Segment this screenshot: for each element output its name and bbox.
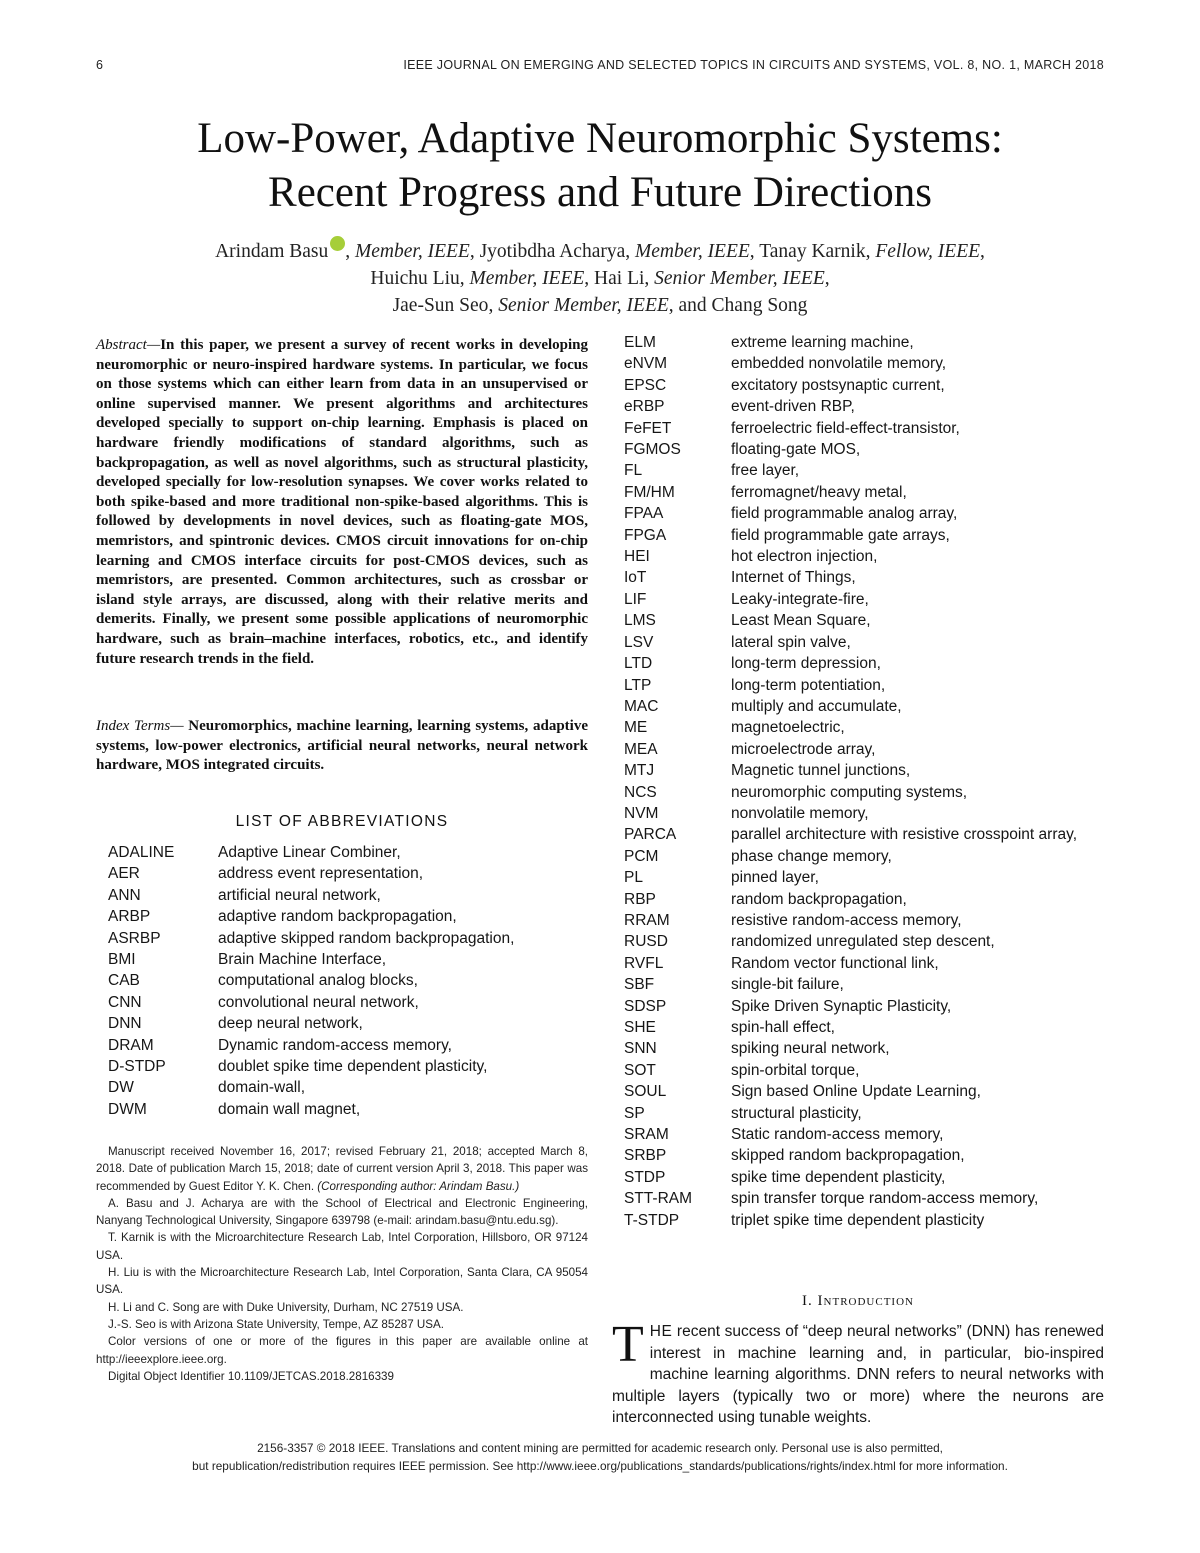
introduction-text: recent success of “deep neural networks” (DNN) has renewed interest in machine learning and, in particular, bio-inspired machine learning algorithms. DNN refers to neural networks with multiple layers (typically two or more) where the neurons are interconnected using tunable weights. — [612, 1323, 1104, 1426]
author-line-1: Arindam Basu , Member, IEEE, Jyotibdha Acharya, Member, IEEE, Tanay Karnik, Fellow, IEEE, — [60, 236, 1140, 265]
abbreviation-term: DNN — [108, 1015, 142, 1033]
abbreviation-term: ARBP — [108, 908, 151, 926]
abbreviation-term: SOUL — [624, 1083, 667, 1101]
abbreviation-row — [624, 953, 1104, 974]
abbreviation-term: SRAM — [624, 1126, 669, 1144]
abbreviation-term: FM/HM — [624, 483, 675, 501]
abbreviation-term: FL — [624, 462, 643, 480]
abbreviation-term: AER — [108, 865, 140, 883]
abbreviation-definition: doublet spike time dependent plasticity, — [218, 1058, 488, 1076]
abbreviations-heading: LIST OF ABBREVIATIONS — [235, 813, 449, 830]
abbreviation-term: EPSC — [624, 376, 667, 394]
abbreviation-definition: Spike Driven Synaptic Plasticity, — [731, 997, 952, 1015]
abbreviation-term: STT-RAM — [624, 1190, 693, 1208]
abbreviation-term: PARCA — [624, 826, 677, 844]
author-role: Member, IEEE — [355, 241, 470, 262]
abbreviation-definition: computational analog blocks, — [218, 972, 418, 990]
abbreviation-row — [108, 992, 588, 1013]
section-number: I. — [802, 1293, 813, 1309]
footnote-affiliation: H. Li and C. Song are with Duke University, Durham, NC 27519 USA. — [108, 1300, 464, 1314]
abbreviation-term: DW — [108, 1079, 134, 1097]
abbreviation-row — [624, 931, 1104, 952]
abbreviation-definition: adaptive skipped random backpropagation, — [218, 929, 515, 947]
abbreviation-row — [108, 842, 588, 863]
abbreviation-row — [624, 1060, 1104, 1081]
abbreviation-term: SDSP — [624, 997, 667, 1015]
abbreviation-term: BMI — [108, 951, 136, 969]
abbreviation-row — [108, 863, 588, 884]
abbreviation-definition: Brain Machine Interface, — [218, 951, 387, 969]
abbreviation-row — [624, 610, 1104, 631]
drop-cap: T — [612, 1316, 644, 1373]
abbreviation-definition: Magnetic tunnel junctions, — [731, 762, 911, 780]
abbreviation-definition: triplet spike time dependent plasticity — [731, 1211, 985, 1229]
abbreviation-term: PL — [624, 869, 643, 887]
abbreviation-row — [624, 567, 1104, 588]
abbreviation-definition: spiking neural network, — [731, 1040, 890, 1058]
abbreviation-definition: nonvolatile memory, — [731, 804, 869, 822]
abbreviation-row — [624, 760, 1104, 781]
abbreviation-row — [624, 910, 1104, 931]
abbreviation-definition: address event representation, — [218, 865, 424, 883]
orcid-icon[interactable] — [330, 236, 345, 251]
author-role: Senior Member, IEEE — [654, 268, 825, 289]
abbreviation-term: DRAM — [108, 1036, 154, 1054]
abbreviation-row — [624, 782, 1104, 803]
abbreviation-definition: Adaptive Linear Combiner, — [218, 844, 401, 861]
abbreviation-row — [624, 996, 1104, 1017]
abstract-text: In this paper, we present a survey of recent works in developing neuromorphic or neuro-inspired hardware systems. In particular, we focus on those systems which can either learn from data in an unsupervised or online supervised manner. We present algorithms and architectures developed specially to support on-chip learning. Emphasis is placed on hardware friendly modifications of standard algorithms, such as backpropagation, as well as novel algorithms, such as structural plasticity, developed specially for low-resolution synapses. We cover works related to both spike-based and more traditional non-spike-based algorithms. This is followed by developments in novel devices, such as floating-gate MOS, memristors, and spintronic devices. CMOS circuit innovations for on-chip learning and CMOS interface circuits for post-CMOS devices, such as memristors, are presented. Common architectures, such as crossbar or island style arrays, are discussed, along with their relative merits and demerits. Finally, we present some possible applications of neuromorphic hardware, such as brain–machine interfaces, robotics, etc., and identify future research trends in the field. — [96, 337, 588, 667]
abbreviation-definition: spike time dependent plasticity, — [731, 1168, 946, 1186]
abbreviation-definition: random backpropagation, — [731, 890, 907, 908]
abbreviation-term: ADALINE — [108, 844, 175, 861]
abbreviation-definition: ferromagnet/heavy metal, — [731, 483, 907, 501]
abbreviation-row — [624, 589, 1104, 610]
corresponding-author: (Corresponding author: Arindam Basu.) — [317, 1179, 520, 1193]
abbreviation-row — [624, 332, 1104, 353]
abbreviation-definition: multiply and accumulate, — [731, 697, 902, 715]
abbreviation-row — [624, 1188, 1104, 1209]
paper-title — [60, 112, 1140, 220]
abbreviation-definition: embedded nonvolatile memory, — [731, 355, 947, 373]
abbreviation-row — [624, 653, 1104, 674]
abbreviation-definition: spin-orbital torque, — [731, 1061, 860, 1079]
abbreviation-definition: field programmable analog array, — [731, 505, 958, 523]
abbreviation-definition: magnetoelectric, — [731, 719, 845, 737]
abbreviation-definition: floating-gate MOS, — [731, 441, 861, 459]
abbreviation-row — [108, 1099, 588, 1120]
abbreviation-term: MEA — [624, 740, 658, 758]
abbreviation-row — [624, 717, 1104, 738]
abbreviation-term: RVFL — [624, 954, 664, 972]
abbreviation-term: T-STDP — [624, 1211, 680, 1229]
abbreviation-definition: microelectrode array, — [731, 740, 876, 758]
abbreviation-row — [108, 949, 588, 970]
abbreviation-term: MTJ — [624, 762, 655, 780]
footnote-affiliation: H. Liu is with the Microarchitecture Research Lab, Intel Corporation, Santa Clara, CA 95054 USA. — [96, 1266, 588, 1297]
abbreviation-term: NVM — [624, 804, 659, 822]
author-role: Member, IEEE — [469, 268, 585, 289]
index-terms-label: Index Terms — [96, 718, 171, 734]
lead-word: HE — [649, 1323, 673, 1340]
abbreviation-term: RBP — [624, 890, 656, 908]
abbreviation-row — [624, 525, 1104, 546]
copyright-notice — [60, 1439, 1140, 1475]
abbreviation-definition: lateral spin valve, — [731, 633, 851, 651]
abbreviation-row — [108, 1013, 588, 1034]
abbreviation-term: MAC — [624, 697, 659, 715]
abbreviation-term: ANN — [108, 886, 141, 904]
abbreviation-row — [624, 1103, 1104, 1124]
abbreviation-definition: extreme learning machine, — [731, 334, 914, 351]
introduction-paragraph — [612, 1316, 1104, 1429]
abbreviation-term: eRBP — [624, 398, 665, 416]
abbreviation-definition: long-term potentiation, — [731, 676, 886, 694]
title-line-1: Low-Power, Adaptive Neuromorphic Systems: — [197, 115, 1003, 162]
abbreviation-definition: spin transfer torque random-access memory, — [731, 1190, 1039, 1208]
footnotes — [96, 1143, 588, 1385]
abbreviation-row — [624, 1210, 1104, 1231]
abbreviation-definition: Leaky-integrate-fire, — [731, 590, 869, 608]
abbreviation-row — [624, 396, 1104, 417]
abbreviation-definition: Random vector functional link, — [731, 954, 939, 972]
abbreviation-row — [624, 1167, 1104, 1188]
author-name: Tanay Karnik — [759, 241, 866, 262]
abbreviation-term: IoT — [624, 569, 647, 587]
abbreviation-definition: domain wall magnet, — [218, 1100, 361, 1118]
abbreviation-row — [624, 824, 1104, 845]
abbreviation-definition: structural plasticity, — [731, 1104, 862, 1122]
abbreviation-row — [624, 546, 1104, 567]
footnote-doi: Digital Object Identifier 10.1109/JETCAS.2018.2816339 — [108, 1369, 394, 1383]
journal-name: IEEE JOURNAL ON EMERGING AND SELECTED TOPICS IN CIRCUITS AND SYSTEMS, VOL. 8, NO. 1, MARCH 2018 — [403, 58, 1104, 72]
footnote-affiliation: T. Karnik is with the Microarchitecture Research Lab, Intel Corporation, Hillsboro, OR 97124 USA. — [96, 1231, 588, 1262]
abbreviation-definition: resistive random-access memory, — [731, 911, 962, 929]
abbreviation-term: ASRBP — [108, 929, 161, 947]
abbreviation-definition: spin-hall effect, — [731, 1019, 835, 1036]
abbreviation-term: CAB — [108, 972, 140, 990]
abbreviation-definition: event-driven RBP, — [731, 398, 855, 416]
page-number: 6 — [96, 58, 103, 72]
author-name: Huichu Liu — [370, 268, 460, 289]
abbreviation-definition: hot electron injection, — [731, 548, 878, 566]
abbreviation-term: CNN — [108, 993, 142, 1011]
abbreviation-definition: single-bit failure, — [731, 976, 844, 994]
abbreviation-definition: field programmable gate arrays, — [731, 526, 950, 544]
abbreviation-term: LIF — [624, 590, 647, 608]
abbreviation-definition: convolutional neural network, — [218, 993, 419, 1011]
footnote-affiliation: J.-S. Seo is with Arizona State University, Tempe, AZ 85287 USA. — [108, 1317, 444, 1331]
copyright-line-2: but republication/redistribution requires IEEE permission. See http://www.ieee.org/publications_standards/publications/rights/index.html for more information. — [192, 1459, 1008, 1473]
author-name: Jae-Sun Seo — [392, 295, 489, 316]
abbreviation-definition: randomized unregulated step descent, — [731, 933, 995, 951]
abbreviation-term: PCM — [624, 847, 659, 865]
abstract: Abstract—In this paper, we present a survey of recent works in developing neuromorphic or neuro-inspired hardware systems. In particular, we focus on those systems which can either learn from data in an unsupervised or online supervised manner. We present algorithms and architectures developed specially to support on-chip learning. Emphasis is placed on hardware friendly modifications of standard algorithms, such as backpropagation, as well as novel algorithms, such as structural plasticity, developed specially for low-resolution synapses. We cover works related to both spike-based and more traditional non-spike-based algorithms. This is followed by developments in novel devices, such as floating-gate MOS, memristors, and spintronic devices. CMOS circuit innovations for on-chip learning and CMOS interface circuits for post-CMOS devices, such as memristors, are presented. Common architectures, such as crossbar or island style arrays, are discussed, along with their relative merits and demerits. Finally, we present some possible applications of neuromorphic hardware, such as brain–machine interfaces, robotics, etc., and identify future research trends in the field. — [96, 337, 588, 667]
abbreviation-term: ME — [624, 719, 648, 737]
abbreviation-term: LSV — [624, 633, 654, 651]
author-name: Chang Song — [711, 295, 808, 316]
abbreviation-row — [624, 675, 1104, 696]
abbreviation-row — [624, 1081, 1104, 1102]
abbreviation-term: FGMOS — [624, 441, 681, 459]
author-line-3: Jae-Sun Seo, Senior Member, IEEE, and Chang Song — [392, 295, 808, 316]
author-role: Member, IEEE — [635, 241, 750, 262]
abbreviation-row — [624, 803, 1104, 824]
author-role: Fellow, IEEE — [875, 241, 981, 262]
abbreviation-term: SP — [624, 1104, 645, 1122]
abbreviation-row — [624, 739, 1104, 760]
abbreviation-term: HEI — [624, 548, 650, 566]
abbreviation-definition: skipped random backpropagation, — [731, 1147, 965, 1165]
abbreviation-definition: neuromorphic computing systems, — [731, 783, 968, 801]
footnote-affiliation: A. Basu and J. Acharya are with the School of Electrical and Electronic Engineering, Nanyang Technological University, Singapore 639798 (e-mail: arindam.basu@ntu.edu.sg). — [96, 1196, 588, 1228]
abbreviation-row — [108, 1056, 588, 1077]
abbreviation-definition: free layer, — [731, 462, 800, 480]
abbreviation-term: SRBP — [624, 1147, 667, 1165]
abbreviation-term: NCS — [624, 783, 657, 801]
abbreviation-definition: phase change memory, — [731, 847, 892, 865]
author-name: Arindam Basu — [215, 241, 329, 262]
abbreviation-row — [624, 1038, 1104, 1059]
author-list — [60, 236, 1140, 319]
abbreviation-definition: parallel architecture with resistive crosspoint array, — [731, 826, 1078, 844]
footnote-manuscript: Manuscript received November 16, 2017; revised February 21, 2018; accepted March 8, 2018. Date of publication March 15, 2018; date of current version April 3, 2018. This paper was recommended by Guest Editor Y. K. Chen. (Corresponding author: Arindam Basu.) — [96, 1145, 588, 1193]
abbreviation-row — [624, 696, 1104, 717]
abbreviation-definition: ferroelectric field-effect-transistor, — [731, 419, 960, 437]
abbreviation-term: STDP — [624, 1168, 666, 1186]
abbreviation-definition: domain-wall, — [218, 1079, 306, 1097]
abbreviation-row — [624, 353, 1104, 374]
abbreviation-term: FPGA — [624, 526, 667, 544]
abbreviation-term: SNN — [624, 1040, 657, 1058]
abbreviation-row — [624, 418, 1104, 439]
abstract-label: Abstract — [96, 337, 147, 353]
abbreviation-row — [108, 1035, 588, 1056]
index-terms: Index Terms— Neuromorphics, machine learning, learning systems, adaptive systems, low-power electronics, artificial neural networks, neural network hardware, MOS integrated circuits. — [96, 718, 589, 774]
abbreviation-term: LTP — [624, 676, 652, 694]
abbreviations-list-right — [624, 332, 1104, 1231]
abbreviation-row — [624, 889, 1104, 910]
abbreviation-term: FPAA — [624, 505, 664, 523]
abbreviation-term: RRAM — [624, 911, 670, 929]
abbreviation-definition: Sign based Online Update Learning, — [731, 1083, 981, 1101]
abbreviation-row — [108, 928, 588, 949]
abbreviation-term: ELM — [624, 334, 656, 351]
abbreviation-definition: deep neural network, — [218, 1015, 363, 1033]
abbreviation-definition: Static random-access memory, — [731, 1126, 944, 1144]
abbreviation-row — [624, 375, 1104, 396]
abbreviation-term: FeFET — [624, 419, 672, 437]
section-title: Introduction — [817, 1293, 914, 1309]
abbreviation-row — [624, 1017, 1104, 1038]
title-line-2: Recent Progress and Future Directions — [268, 169, 932, 216]
abbreviation-term: SHE — [624, 1019, 656, 1036]
abbreviation-definition: pinned layer, — [731, 869, 819, 887]
abbreviation-term: LMS — [624, 612, 656, 630]
abbreviation-definition: excitatory postsynaptic current, — [731, 376, 945, 394]
abbreviation-definition: Dynamic random-access memory, — [218, 1036, 452, 1054]
running-header — [96, 58, 1104, 78]
abbreviation-row — [624, 439, 1104, 460]
abbreviation-row — [624, 974, 1104, 995]
abbreviation-row — [624, 846, 1104, 867]
abbreviation-row — [624, 632, 1104, 653]
abbreviation-term: SOT — [624, 1061, 656, 1079]
abbreviation-row — [624, 867, 1104, 888]
section-heading-introduction — [612, 1293, 1104, 1310]
index-terms-text: Neuromorphics, machine learning, learning systems, adaptive systems, low-power electronics, artificial neural networks, neural network hardware, MOS integrated circuits. — [96, 718, 589, 774]
abbreviation-term: eNVM — [624, 355, 668, 373]
author-conjunction: and — [678, 295, 707, 316]
abbreviations-list-left — [108, 842, 588, 1120]
abbreviation-definition: artificial neural network, — [218, 886, 381, 904]
abbreviation-term: DWM — [108, 1100, 147, 1118]
abbreviation-row — [624, 482, 1104, 503]
abbreviation-definition: long-term depression, — [731, 655, 881, 673]
abbreviation-row — [108, 906, 588, 927]
author-name: Jyotibdha Acharya — [479, 241, 626, 262]
abbreviation-row — [624, 503, 1104, 524]
abbreviation-definition: Internet of Things, — [731, 569, 856, 587]
abbreviation-row — [624, 1145, 1104, 1166]
abbreviation-row — [624, 1124, 1104, 1145]
abbreviation-row — [624, 460, 1104, 481]
abbreviation-definition: adaptive random backpropagation, — [218, 908, 457, 926]
abbreviation-term: RUSD — [624, 933, 668, 951]
abbreviation-definition: Least Mean Square, — [731, 612, 871, 630]
abbreviation-row — [108, 1077, 588, 1098]
copyright-line-1: 2156-3357 © 2018 IEEE. Translations and content mining are permitted for academic research only. Personal use is also permitted, — [257, 1441, 943, 1455]
abbreviation-term: SBF — [624, 976, 655, 994]
author-name: Hai Li — [594, 268, 645, 289]
author-role: Senior Member, IEEE — [498, 295, 669, 316]
author-line-2: Huichu Liu, Member, IEEE, Hai Li, Senior Member, IEEE, — [370, 268, 830, 289]
footnote-color-note: Color versions of one or more of the figures in this paper are available online at http://ieeexplore.ieee.org. — [96, 1335, 588, 1366]
abbreviation-row — [108, 885, 588, 906]
abbreviation-row — [108, 970, 588, 991]
abbreviation-term: LTD — [624, 655, 653, 673]
abbreviation-term: D-STDP — [108, 1058, 166, 1076]
